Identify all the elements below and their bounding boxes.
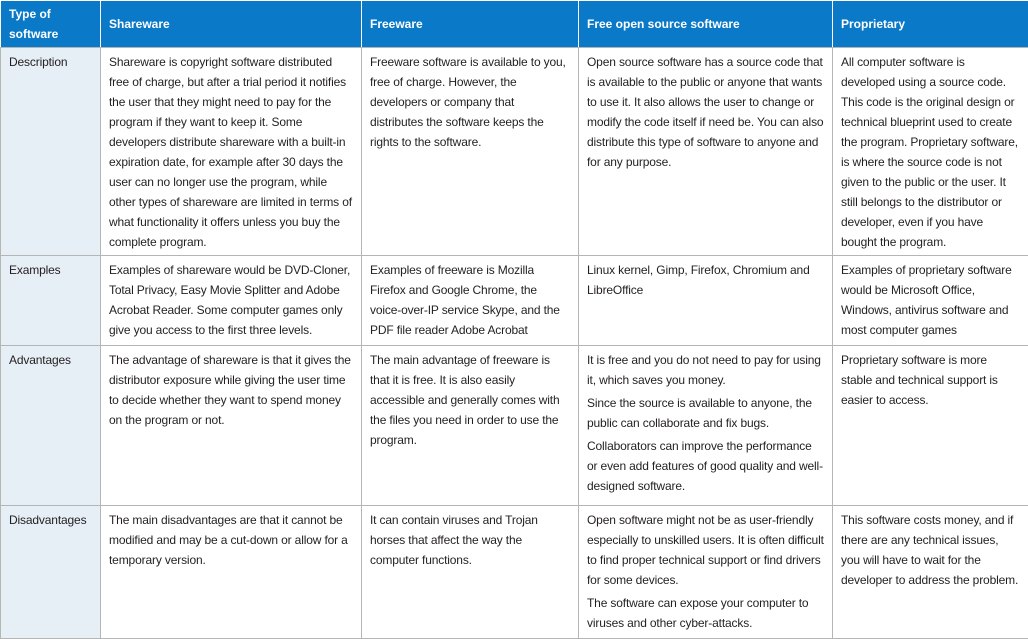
row-description	[1, 48, 1028, 256]
header-freeware: Freeware	[362, 1, 579, 48]
cell-disadvantages-proprietary: This software costs money, and if there are any technical issues, you will have to wait for the developer to address the problem.	[833, 506, 1028, 639]
header-proprietary: Proprietary	[833, 1, 1028, 48]
header-type-of-software: Type of software	[1, 1, 101, 48]
row-disadvantages	[1, 506, 1028, 639]
paragraph: It is free and you do not need to pay for using it, which saves you money.	[587, 350, 824, 390]
row-examples	[1, 256, 1028, 346]
cell-disadvantages-freeware: It can contain viruses and Trojan horses that affect the way the computer functions.	[362, 506, 579, 639]
paragraph: Since the source is available to anyone, the public can collaborate and fix bugs.	[587, 393, 824, 433]
cell-description-freeware: Freeware software is available to you, free of charge. However, the developers or company that distributes the software keeps the rights to the software.	[362, 48, 579, 256]
header-shareware: Shareware	[101, 1, 362, 48]
row-label-examples: Examples	[1, 256, 101, 346]
paragraph: The software can expose your computer to viruses and other cyber-attacks.	[587, 593, 824, 633]
cell-advantages-freeware: The main advantage of freeware is that it is free. It is also easily accessible and generally comes with the files you need in order to use the program.	[362, 346, 579, 506]
cell-description-open-source: Open source software has a source code that is available to the public or anyone that wants to use it. It also allows the user to change or modify the code itself if need be. You can also distribute this type of software to anyone and for any purpose.	[579, 48, 833, 256]
cell-advantages-shareware: The advantage of shareware is that it gives the distributor exposure while giving the user time to decide whether they want to spend money on the program or not.	[101, 346, 362, 506]
cell-description-shareware: Shareware is copyright software distributed free of charge, but after a trial period it notifies the user that they might need to pay for the program if they want to keep it. Some developers distribute shareware with a built-in expiration date, for example after 30 days the user can no longer use the program, while other types of shareware are limited in terms of what functionality it offers unless you buy the complete program.	[101, 48, 362, 256]
row-label-advantages: Advantages	[1, 346, 101, 506]
cell-description-proprietary: All computer software is developed using a source code. This code is the original design or technical blueprint used to create the program. Proprietary software, is where the source code is not given to the public or the user. It still belongs to the distributor or developer, even if you have bought the program.	[833, 48, 1028, 256]
cell-examples-open-source: Linux kernel, Gimp, Firefox, Chromium and LibreOffice	[579, 256, 833, 346]
row-advantages	[1, 346, 1028, 506]
cell-examples-proprietary: Examples of proprietary software would be Microsoft Office, Windows, antivirus software and most computer games	[833, 256, 1028, 346]
row-label-description: Description	[1, 48, 101, 256]
cell-advantages-open-source	[579, 346, 833, 506]
paragraph: Collaborators can improve the performance or even add features of good quality and well-designed software.	[587, 436, 824, 496]
row-label-disadvantages: Disadvantages	[1, 506, 101, 639]
cell-examples-shareware: Examples of shareware would be DVD-Cloner, Total Privacy, Easy Movie Splitter and Adobe Acrobat Reader. Some computer games only give you access to the first three levels.	[101, 256, 362, 346]
paragraph: Open software might not be as user-friendly especially to unskilled users. It is often difficult to find proper technical support or find drivers for some devices.	[587, 510, 824, 590]
header-row	[1, 1, 1028, 48]
cell-advantages-proprietary: Proprietary software is more stable and technical support is easier to access.	[833, 346, 1028, 506]
cell-disadvantages-open-source	[579, 506, 833, 639]
cell-disadvantages-shareware: The main disadvantages are that it cannot be modified and may be a cut-down or allow for a temporary version.	[101, 506, 362, 639]
header-open-source: Free open source software	[579, 1, 833, 48]
cell-examples-freeware: Examples of freeware is Mozilla Firefox and Google Chrome, the voice-over-IP service Skype, and the PDF file reader Adobe Acrobat	[362, 256, 579, 346]
